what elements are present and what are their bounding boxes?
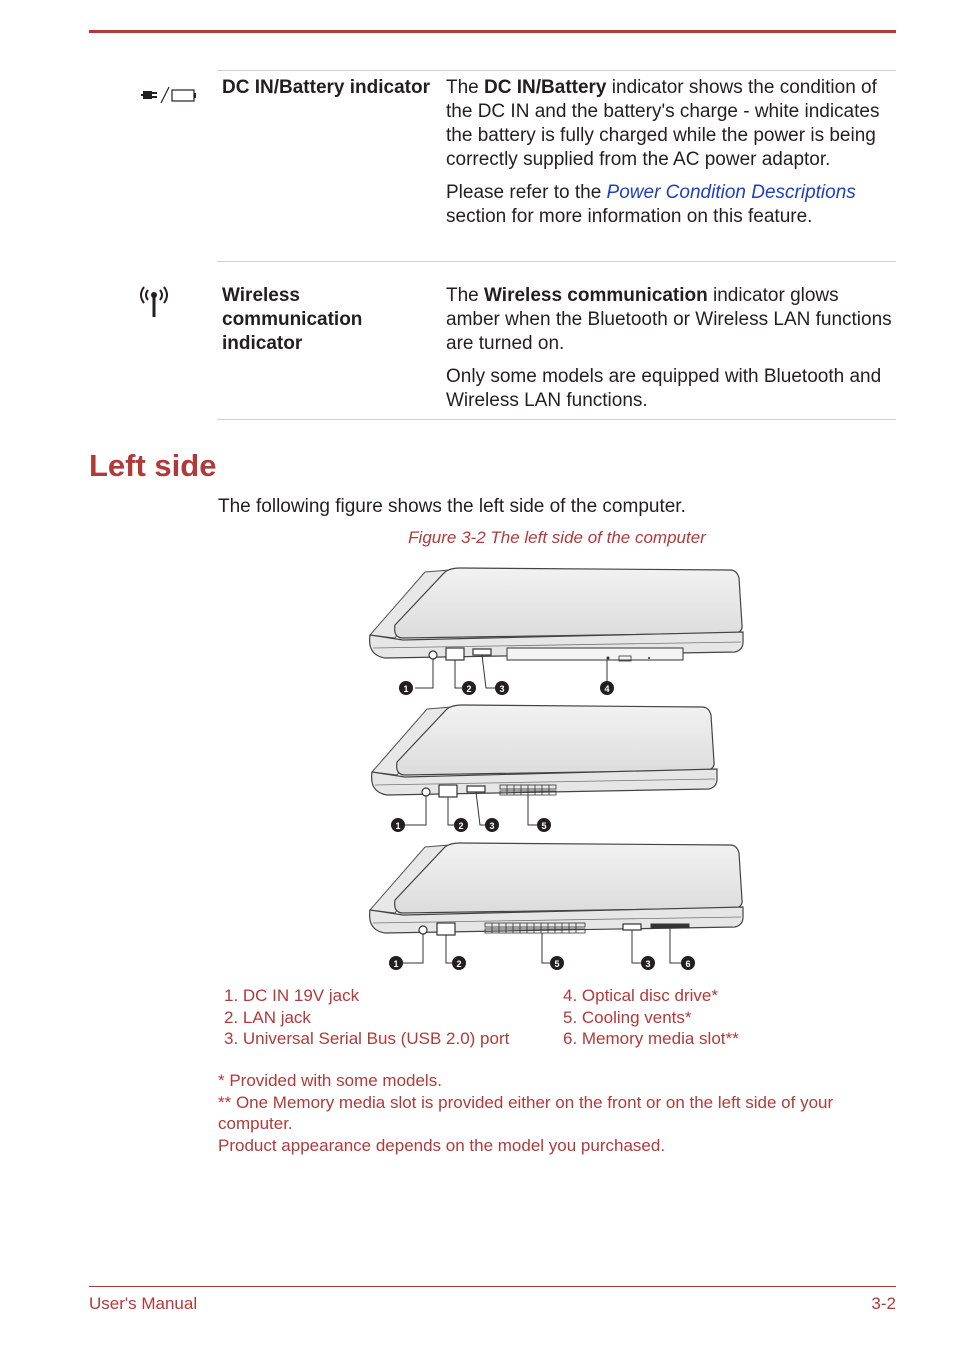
laptop-view-3 (370, 843, 743, 963)
indicator-row-wireless (217, 262, 896, 420)
desc-paragraph (446, 181, 896, 229)
indicator-name: Wireless communication indicator (222, 285, 363, 354)
dc-in-battery-icon (141, 85, 203, 110)
callout-number: 2 (466, 684, 472, 694)
text: The (446, 285, 485, 306)
legend-item: 1. DC IN 19V jack (224, 986, 360, 1005)
note: ** One Memory media slot is provided either on the front or on the left side of your computer. (218, 1092, 834, 1133)
legend-item: 3. Universal Serial Bus (USB 2.0) port (224, 1029, 510, 1048)
figure-caption: Figure 3-2 The left side of the computer (408, 528, 706, 547)
bold-text: DC IN/Battery (484, 77, 607, 98)
callout-number: 2 (456, 959, 462, 969)
note: Product appearance depends on the model you purchased. (218, 1135, 666, 1155)
text: indicator shows the condition of the DC IN and the battery's charge - white indicates the battery is fully charged while the power is being correctly supplied from the AC power adaptor. (446, 77, 880, 170)
lan-jack-icon (439, 785, 457, 797)
callout-number: 3 (499, 684, 505, 694)
dc-in-jack-icon (422, 788, 430, 796)
optical-drive-icon (507, 648, 683, 660)
text: The (446, 77, 485, 98)
lan-jack-icon (437, 923, 455, 935)
usb-port-icon (467, 786, 485, 792)
text: Only some models are equipped with Bluetooth and Wireless LAN functions. (446, 366, 882, 411)
callout-number: 5 (541, 821, 547, 831)
legend-item: 6. Memory media slot** (563, 1029, 739, 1048)
desc-paragraph (446, 76, 896, 172)
text: indicator glows amber when the Bluetooth or Wireless LAN functions are turned on. (446, 285, 892, 354)
laptop-view-1 (370, 568, 743, 688)
footer-rule (89, 1286, 896, 1287)
usb-port-icon (473, 649, 491, 655)
left-side-figure (355, 560, 755, 980)
callout-number: 1 (395, 821, 401, 831)
figure-notes (218, 1070, 898, 1156)
lan-jack-icon (446, 648, 464, 660)
callout-number: 1 (403, 684, 409, 694)
callout-number: 5 (554, 959, 560, 969)
laptop-view-2 (372, 705, 717, 825)
header-rule (89, 30, 896, 33)
section-title: Left side (89, 448, 217, 483)
text: Please refer to the (446, 182, 607, 203)
callout-number: 3 (489, 821, 495, 831)
note: * Provided with some models. (218, 1071, 442, 1090)
page-number: 3-2 (871, 1294, 896, 1313)
callout-number: 6 (685, 959, 691, 969)
memory-media-slot-icon (651, 924, 689, 928)
legend-item: 5. Cooling vents* (563, 1007, 692, 1027)
indicator-row-dc-in (217, 71, 896, 262)
desc-paragraph (446, 365, 896, 413)
figure-legend-col2 (563, 985, 739, 1050)
indicator-name: DC IN/Battery indicator (222, 77, 430, 98)
usb-port-icon (623, 924, 641, 930)
indicator-table (217, 70, 896, 420)
text: section for more information on this feature. (446, 206, 813, 227)
bold-text: Wireless communication (484, 285, 708, 306)
callout-number: 3 (645, 959, 651, 969)
desc-paragraph (446, 284, 896, 356)
wireless-communication-icon (137, 286, 171, 323)
footer-title: User's Manual (89, 1294, 198, 1313)
figure-legend-col1 (224, 985, 509, 1050)
indicator-description (446, 71, 896, 246)
laptop-illustration (355, 560, 755, 975)
section-intro: The following figure shows the left side of the computer. (218, 496, 686, 517)
power-condition-link[interactable]: Power Condition Descriptions (606, 182, 856, 203)
callout-number: 4 (604, 684, 610, 694)
dc-in-jack-icon (429, 651, 437, 659)
legend-item: 4. Optical disc drive* (563, 986, 718, 1005)
indicator-description (446, 262, 896, 430)
callout-number: 2 (458, 821, 464, 831)
dc-in-jack-icon (419, 926, 427, 934)
legend-item: 2. LAN jack (224, 1007, 311, 1027)
callout-number: 1 (393, 959, 399, 969)
